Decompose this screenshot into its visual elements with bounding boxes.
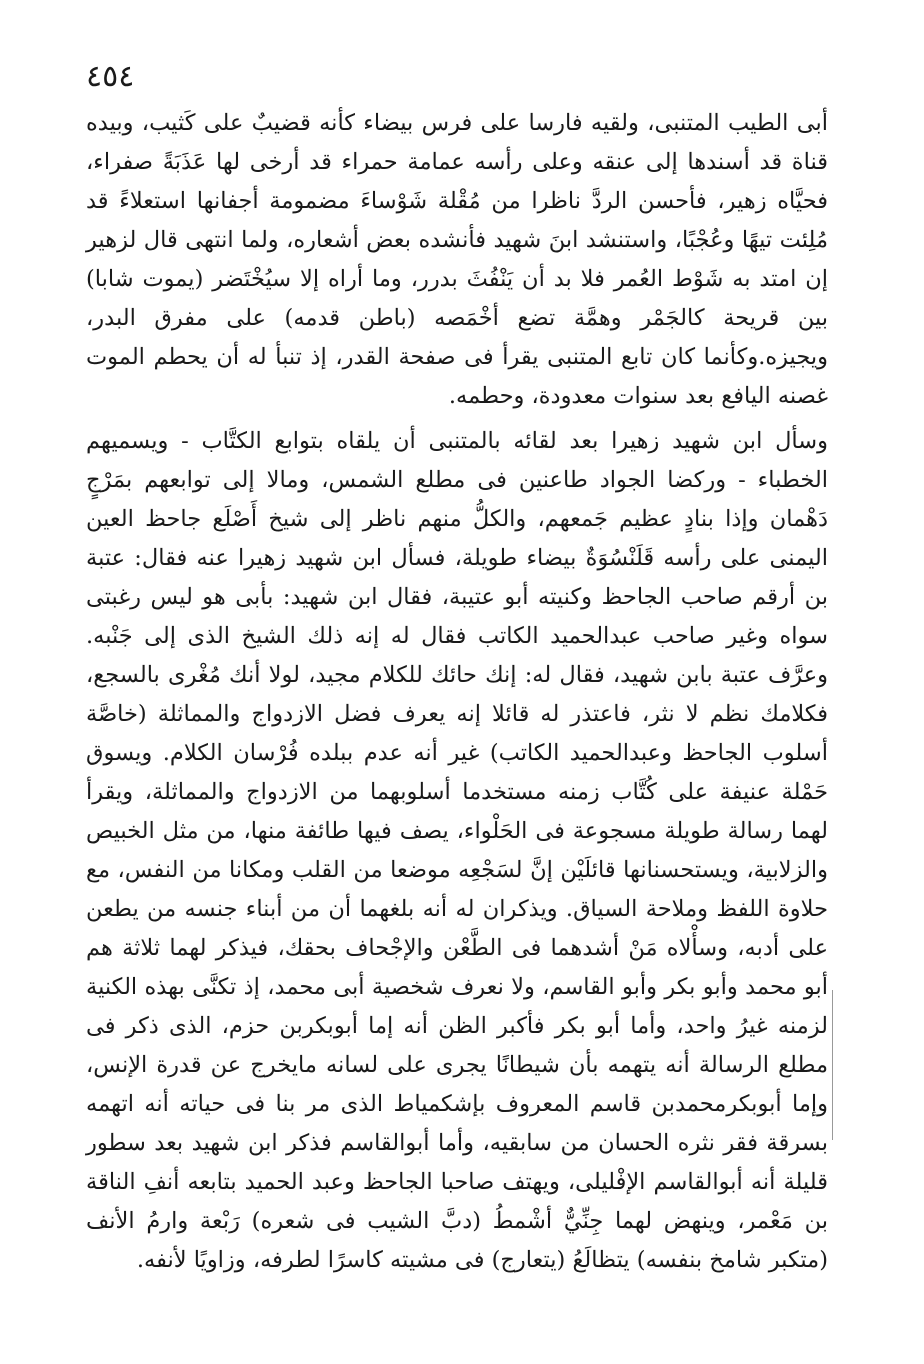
paragraph-1-container — [86, 104, 828, 416]
paragraph-2-container — [86, 422, 828, 1280]
margin-mark — [832, 990, 837, 1140]
paragraph-1: أبى الطيب المتنبى، ولقيه فارسا على فرس بيضاء كأنه قضيبٌ على كَثيب، وبيده قناة قد أسندها إلى عنقه وعلى رأسه عمامة حمراء قد أرخى لها عَذَبَةً صفراء، فحيَّاه زهير، فأحسن الردَّ ناظرا من مُقْلة شَوْساءَ مضمومة أجفانها استعلاءً قد مُلِئت تيهًا وعُجْبًا، واستنشد ابنَ شهيد فأنشده بعض أشعاره، ولما انتهى قال لزهير إن امتد به شَوْط العُمر فلا بد أن يَنْفُثَ بدرر، وما أراه إلا سيُخْتَضر (يموت شابا) بين قريحة كالجَمْر وهمَّة تضع أخْمَصه (باطن قدمه) على مفرق البدر، ويجيزه.وكأنما كان تابع المتنبى يقرأ فى صفحة القدر، إذ تنبأ له أن يحطم الموت غصنه اليافع بعد سنوات معدودة، وحطمه. — [86, 110, 828, 409]
paragraph-2: وسأل ابن شهيد زهيرا بعد لقائه بالمتنبى أن يلقاه بتوابع الكتَّاب - ويسميهم الخطباء - وركضا الجواد طاعنين فى مطلع الشمس، ومالا إلى توابعهم بمَرْجٍ دَهْمان وإذا بنادٍ عظيم جَمعهم، والكلُّ منهم ناظر إلى شيخ أَصْلَع جاحظ العين اليمنى على رأسه قَلَنْسُوَةٌ بيضاء طويلة، فسأل ابن شهيد زهيرا عنه فقال: عتبة بن أرقم صاحب الجاحظ وكنيته أبو عتيبة، فقال ابن شهيد: بأبى هو ليس رغبتى سواه وغير صاحب عبدالحميد الكاتب فقال له إنه ذلك الشيخ الذى إلى جَنْبه. وعرَّف عتبة بابن شهيد، فقال له: إنك حائك للكلام مجيد، لولا أنك مُغْرى بالسجع، فكلامك نظم لا نثر، فاعتذر له قائلا إنه يعرف فضل الازدواج والمماثلة (خاصَّة أسلوب الجاحظ وعبدالحميد الكاتب) غير أنه عدم ببلده فُرْسان الكلام. ويسوق حَمْلة عنيفة على كُتَّاب زمنه مستخدما أسلوبهما من الازدواج والمماثلة، ويقرأ لهما رسالة طويلة مسجوعة فى الحَلْواء، يصف فيها طائفة منها، من مثل الخبيص والزلابية، ويستحسنانها قائلَيْن إنَّ لسَجْعِه موضعا من القلب ومكانا من النفس، مع حلاوة اللفظ وملاحة السياق. ويذكران له أنه بلغهما أن من أبناء جنسه من يطعن على أدبه، وسأْلاه مَنْ أشدهما فى الطَّعْن والإجْحاف بحقك، فيذكر لهما ثلاثة هم أبو محمد وأبو بكر وأبو القاسم، ولا نعرف شخصية أبى محمد، إذ تكنَّى بهذه الكنية لزمنه غيرُ واحد، وأما أبو بكر فأكبر الظن أنه إما أبوبكربن حزم، الذى ذكر فى مطلع الرسالة أنه يتهمه بأن شيطانًا يجرى على لسانه مايخرج عن قدرة الإنس، وإما أبوبكرمحمدبن قاسم المعروف بإشكمياط الذى مر بنا فى حياته أنه اتهمه بسرقة فقر نثره الحسان من سابقيه، وأما أبوالقاسم فذكر ابن شهيد بعد سطور قليلة أنه أبوالقاسم الإفْليلى، ويهتف صاحبا الجاحظ وعبد الحميد بتابعه أنفِ الناقة بن مَعْمر، وينهض لهما جِنِّيٌّ أشْمطُ (دبَّ الشيب فى شعره) رَبْعة وارمُ الأنف (متكبر شامخ بنفسه) يتظالَعُ (يتعارج) فى مشيته كاسرًا لطرفه، وزاويًا لأنفه. — [86, 428, 828, 1273]
page-number: ٤٥٤ — [86, 59, 135, 94]
